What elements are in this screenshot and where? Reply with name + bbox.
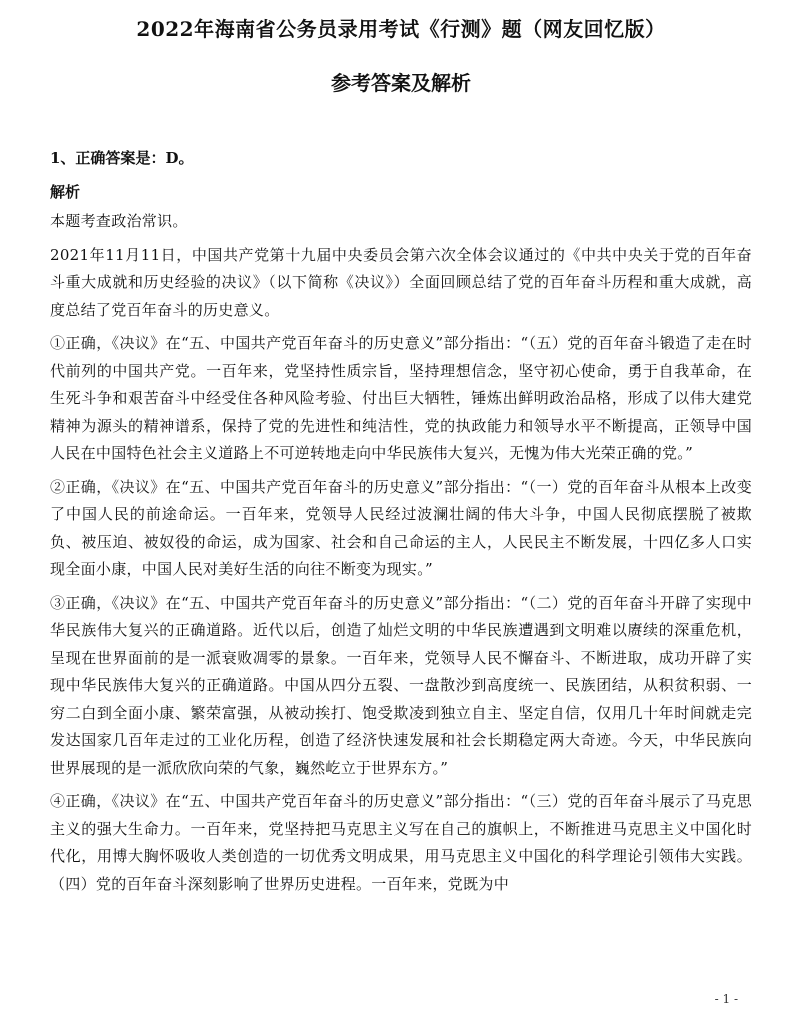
paragraph-item-3: ③正确，《决议》在“五、中国共产党百年奋斗的历史意义”部分指出：“（二）党的百年奋斗开辟了实现中华民族伟大复兴的正确道路。近代以后，创造了灿烂文明的中华民族遭遇到文明难以赓续的深重危机，呈现在世界面前的是一派衰败凋零的景象。一百年来，党领导人民不懈奋斗、不断进取，成功开辟了实现中华民族伟大复兴的正确道路。中国从四分五裂、一盘散沙到高度统一、民族团结，从积贫积弱、一穷二白到全面小康、繁荣富强，从被动挨打、饱受欺凌到独立自主、坚定自信，仅用几十年时间就走完发达国家几百年走过的工业化历程，创造了经济快速发展和社会长期稳定两大奇迹。今天，中华民族向世界展现的是一派欣欣向荣的气象，巍然屹立于世界东方。” — [50, 593, 752, 777]
paragraph-item-4: ④正确，《决议》在“五、中国共产党百年奋斗的历史意义”部分指出：“（三）党的百年奋斗展示了马克思主义的强大生命力。一百年来，党坚持把马克思主义写在自己的旗帜上，不断推进马克思主义中国化时代化，用博大胸怀吸收人类创造的一切优秀文明成果，用马克思主义中国化的科学理论引领伟大实践。（四）党的百年奋斗深刻影响了世界历史进程。一百年来，党既为中 — [50, 792, 752, 893]
paragraph-background: 2021年11月11日，中国共产党第十九届中央委员会第六次全体会议通过的《中共中央关于党的百年奋斗重大成就和历史经验的决议》（以下简称《决议》）全面回顾总结了党的百年奋斗历程和重大成就，高度总结了党百年奋斗的历史意义。 — [50, 245, 752, 319]
paragraph-topic: 本题考查政治常识。 — [50, 212, 188, 230]
analysis-label: 解析 — [50, 183, 81, 201]
document-title: 2022年海南省公务员录用考试《行测》题（网友回忆版） — [136, 17, 666, 41]
question-heading: 1、正确答案是：D。 — [50, 149, 194, 167]
paragraph-item-2: ②正确，《决议》在“五、中国共产党百年奋斗的历史意义”部分指出：“（一）党的百年奋斗从根本上改变了中国人民的前途命运。一百年来，党领导人民经过波澜壮阔的伟大斗争，中国人民彻底摆脱了被欺负、被压迫、被奴役的命运，成为国家、社会和自己命运的主人，人民民主不断发展，十四亿多人口实现全面小康，中国人民对美好生活的向往不断变为现实。” — [50, 477, 752, 578]
page-number: - 1 - — [714, 992, 738, 1006]
paragraph-item-1: ①正确，《决议》在“五、中国共产党百年奋斗的历史意义”部分指出：“（五）党的百年奋斗锻造了走在时代前列的中国共产党。一百年来，党坚持性质宗旨，坚持理想信念，坚守初心使命，勇于自我革命，在生死斗争和艰苦奋斗中经受住各种风险考验、付出巨大牺牲，锤炼出鲜明政治品格，形成了以伟大建党精神为源头的精神谱系，保持了党的先进性和纯洁性，党的执政能力和领导水平不断提高，正领导中国人民在中国特色社会主义道路上不可逆转地走向中华民族伟大复兴，无愧为伟大光荣正确的党。” — [50, 334, 752, 462]
document-subtitle: 参考答案及解析 — [331, 71, 471, 95]
